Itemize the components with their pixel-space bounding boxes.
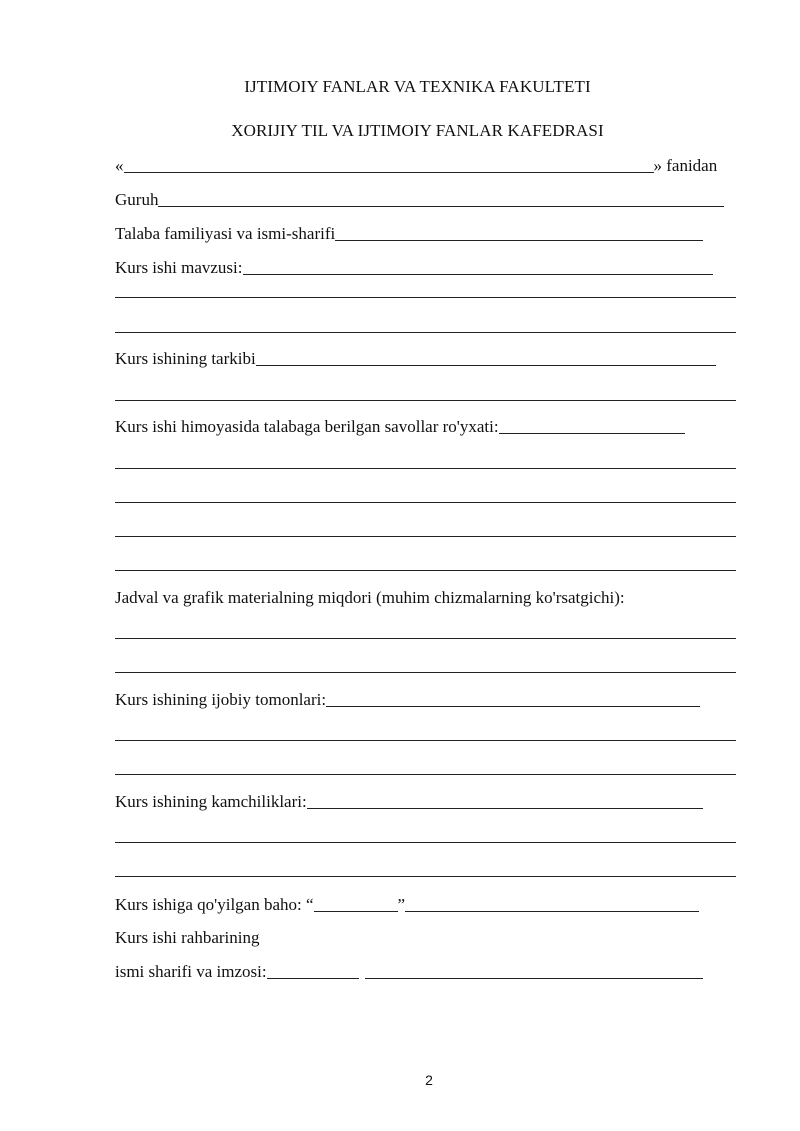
materials-rule-1[interactable] — [115, 638, 736, 639]
signature-name-blank[interactable] — [267, 961, 359, 979]
signature-sign-blank[interactable] — [365, 961, 703, 979]
topic-rule-1[interactable] — [115, 297, 736, 298]
structure-rule-1[interactable] — [115, 400, 736, 401]
topic-label: Kurs ishi mavzusi: — [115, 258, 243, 277]
grade-label: Kurs ishiga qo'yilgan baho: “ — [115, 895, 314, 914]
faculty-heading: IJTIMOIY FANLAR VA TEXNIKA FAKULTETI — [244, 77, 591, 96]
subject-open-quote: « — [115, 156, 124, 175]
materials-label: Jadval va grafik materialning miqdori (muhim chizmalarning ko'rsatgichi): — [115, 588, 625, 607]
department-heading: XORIJIY TIL VA IJTIMOIY FANLAR KAFEDRASI — [231, 121, 604, 140]
group-label: Guruh — [115, 190, 159, 209]
supervisor-label: Kurs ishi rahbarining — [115, 928, 260, 947]
student-blank[interactable] — [335, 223, 703, 241]
student-line — [115, 222, 703, 244]
questions-rule-4[interactable] — [115, 570, 736, 571]
questions-rule-2[interactable] — [115, 502, 736, 503]
positives-rule-2[interactable] — [115, 774, 736, 775]
supervisor-line — [115, 926, 259, 948]
subject-suffix: » fanidan — [653, 156, 718, 175]
shortcomings-line — [115, 790, 703, 812]
materials-rule-2[interactable] — [115, 672, 736, 673]
grade-close-quote: ” — [397, 895, 406, 914]
subject-line — [115, 154, 717, 176]
topic-rule-2[interactable] — [115, 332, 736, 333]
positives-blank[interactable] — [326, 689, 700, 707]
structure-line — [115, 347, 716, 369]
structure-label: Kurs ishining tarkibi — [115, 349, 256, 368]
shortcomings-label: Kurs ishining kamchiliklari: — [115, 792, 307, 811]
subject-blank[interactable] — [124, 155, 654, 173]
positives-rule-1[interactable] — [115, 740, 736, 741]
topic-line — [115, 256, 713, 278]
structure-blank[interactable] — [256, 348, 716, 366]
positives-line — [115, 688, 700, 710]
group-blank[interactable] — [158, 189, 724, 207]
signature-line — [115, 960, 703, 982]
shortcomings-rule-2[interactable] — [115, 876, 736, 877]
questions-label: Kurs ishi himoyasida talabaga berilgan savollar ro'yxati: — [115, 417, 499, 436]
grade-extra-blank[interactable] — [405, 894, 699, 912]
shortcomings-rule-1[interactable] — [115, 842, 736, 843]
materials-line — [115, 586, 625, 608]
page-number: 2 — [425, 1072, 433, 1088]
questions-blank[interactable] — [499, 416, 685, 434]
questions-rule-3[interactable] — [115, 536, 736, 537]
group-line — [115, 188, 724, 210]
grade-line — [115, 893, 699, 915]
grade-blank[interactable] — [314, 894, 398, 912]
topic-blank[interactable] — [243, 257, 713, 275]
shortcomings-blank[interactable] — [307, 791, 703, 809]
questions-line — [115, 415, 685, 437]
signature-label: ismi sharifi va imzosi: — [115, 962, 267, 981]
student-label: Talaba familiyasi va ismi-sharifi — [115, 224, 336, 243]
positives-label: Kurs ishining ijobiy tomonlari: — [115, 690, 327, 709]
questions-rule-1[interactable] — [115, 468, 736, 469]
